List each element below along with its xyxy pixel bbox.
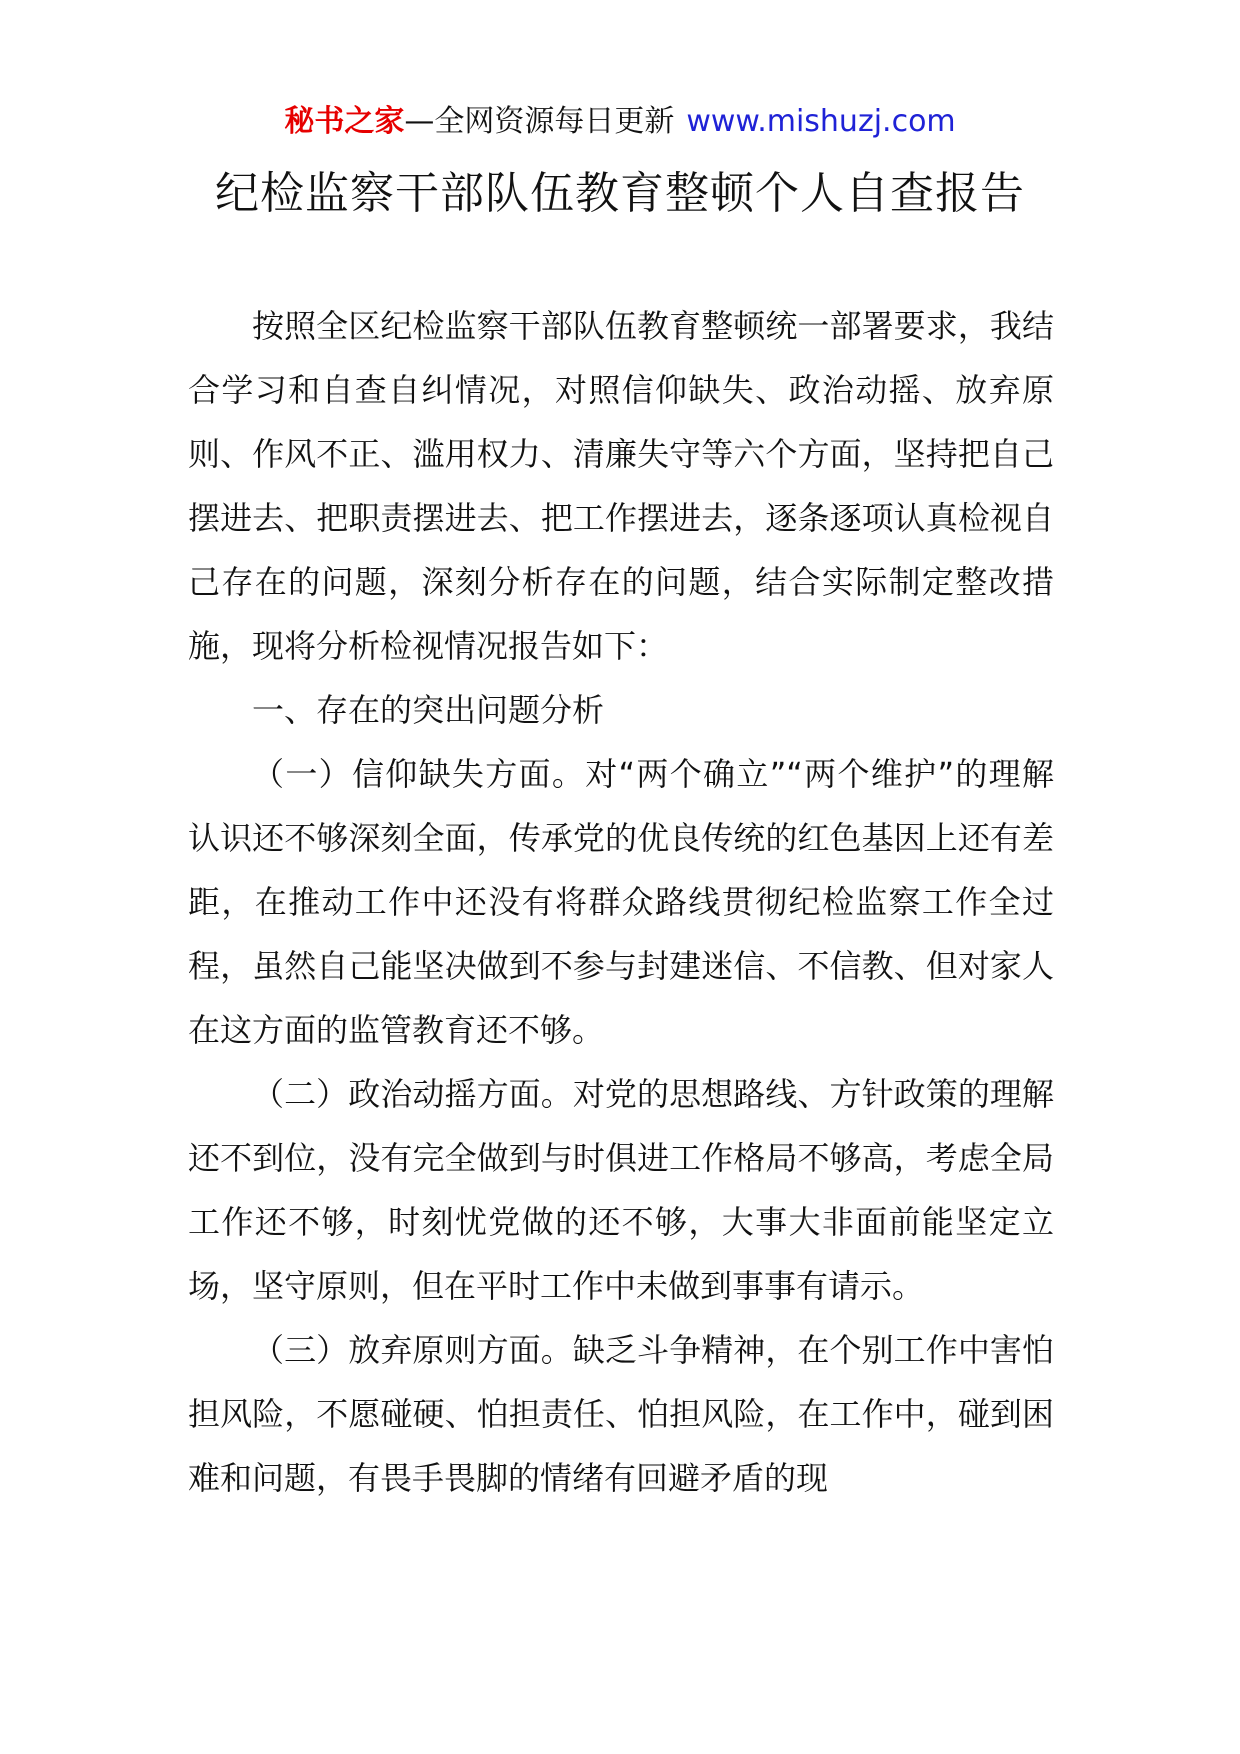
site-header (0, 102, 1240, 142)
body-paragraph: 按照全区纪检监察干部队伍教育整顿统一部署要求，我结合学习和自查自纠情况，对照信仰缺失、政治动摇、放弃原则、作风不正、滥用权力、清廉失守等六个方面，坚持把自己摆进去、把职责摆进去、把工作摆进去，逐条逐项认真检视自己存在的问题，深刻分析存在的问题，结合实际制定整改措施，现将分析检视情况报告如下： (188, 307, 1054, 665)
document-title: 纪检监察干部队伍教育整顿个人自查报告 (215, 168, 1025, 219)
document-body (188, 294, 1054, 1510)
body-paragraph: （二）政治动摇方面。对党的思想路线、方针政策的理解还不到位，没有完全做到与时俱进工作格局不够高，考虑全局工作还不够，时刻忧党做的还不够，大事大非面前能坚定立场，坚守原则，但在平时工作中未做到事事有请示。 (188, 1075, 1054, 1305)
section-heading: 一、存在的突出问题分析 (252, 691, 605, 729)
site-tagline: —全网资源每日更新 (404, 104, 675, 139)
body-paragraph: （一）信仰缺失方面。对“两个确立”“两个维护”的理解认识还不够深刻全面，传承党的优良传统的红色基因上还有差距，在推动工作中还没有将群众路线贯彻纪检监察工作全过程，虽然自己能坚决做到不参与封建迷信、不信教、但对家人在这方面的监管教育还不够。 (188, 755, 1054, 1049)
body-paragraph: （三）放弃原则方面。缺乏斗争精神，在个别工作中害怕担风险，不愿碰硬、怕担责任、怕担风险，在工作中，碰到困难和问题，有畏手畏脚的情绪有回避矛盾的现 (188, 1331, 1054, 1497)
site-brand: 秘书之家 (284, 104, 405, 139)
site-url: www.mishuzj.com (686, 104, 956, 139)
